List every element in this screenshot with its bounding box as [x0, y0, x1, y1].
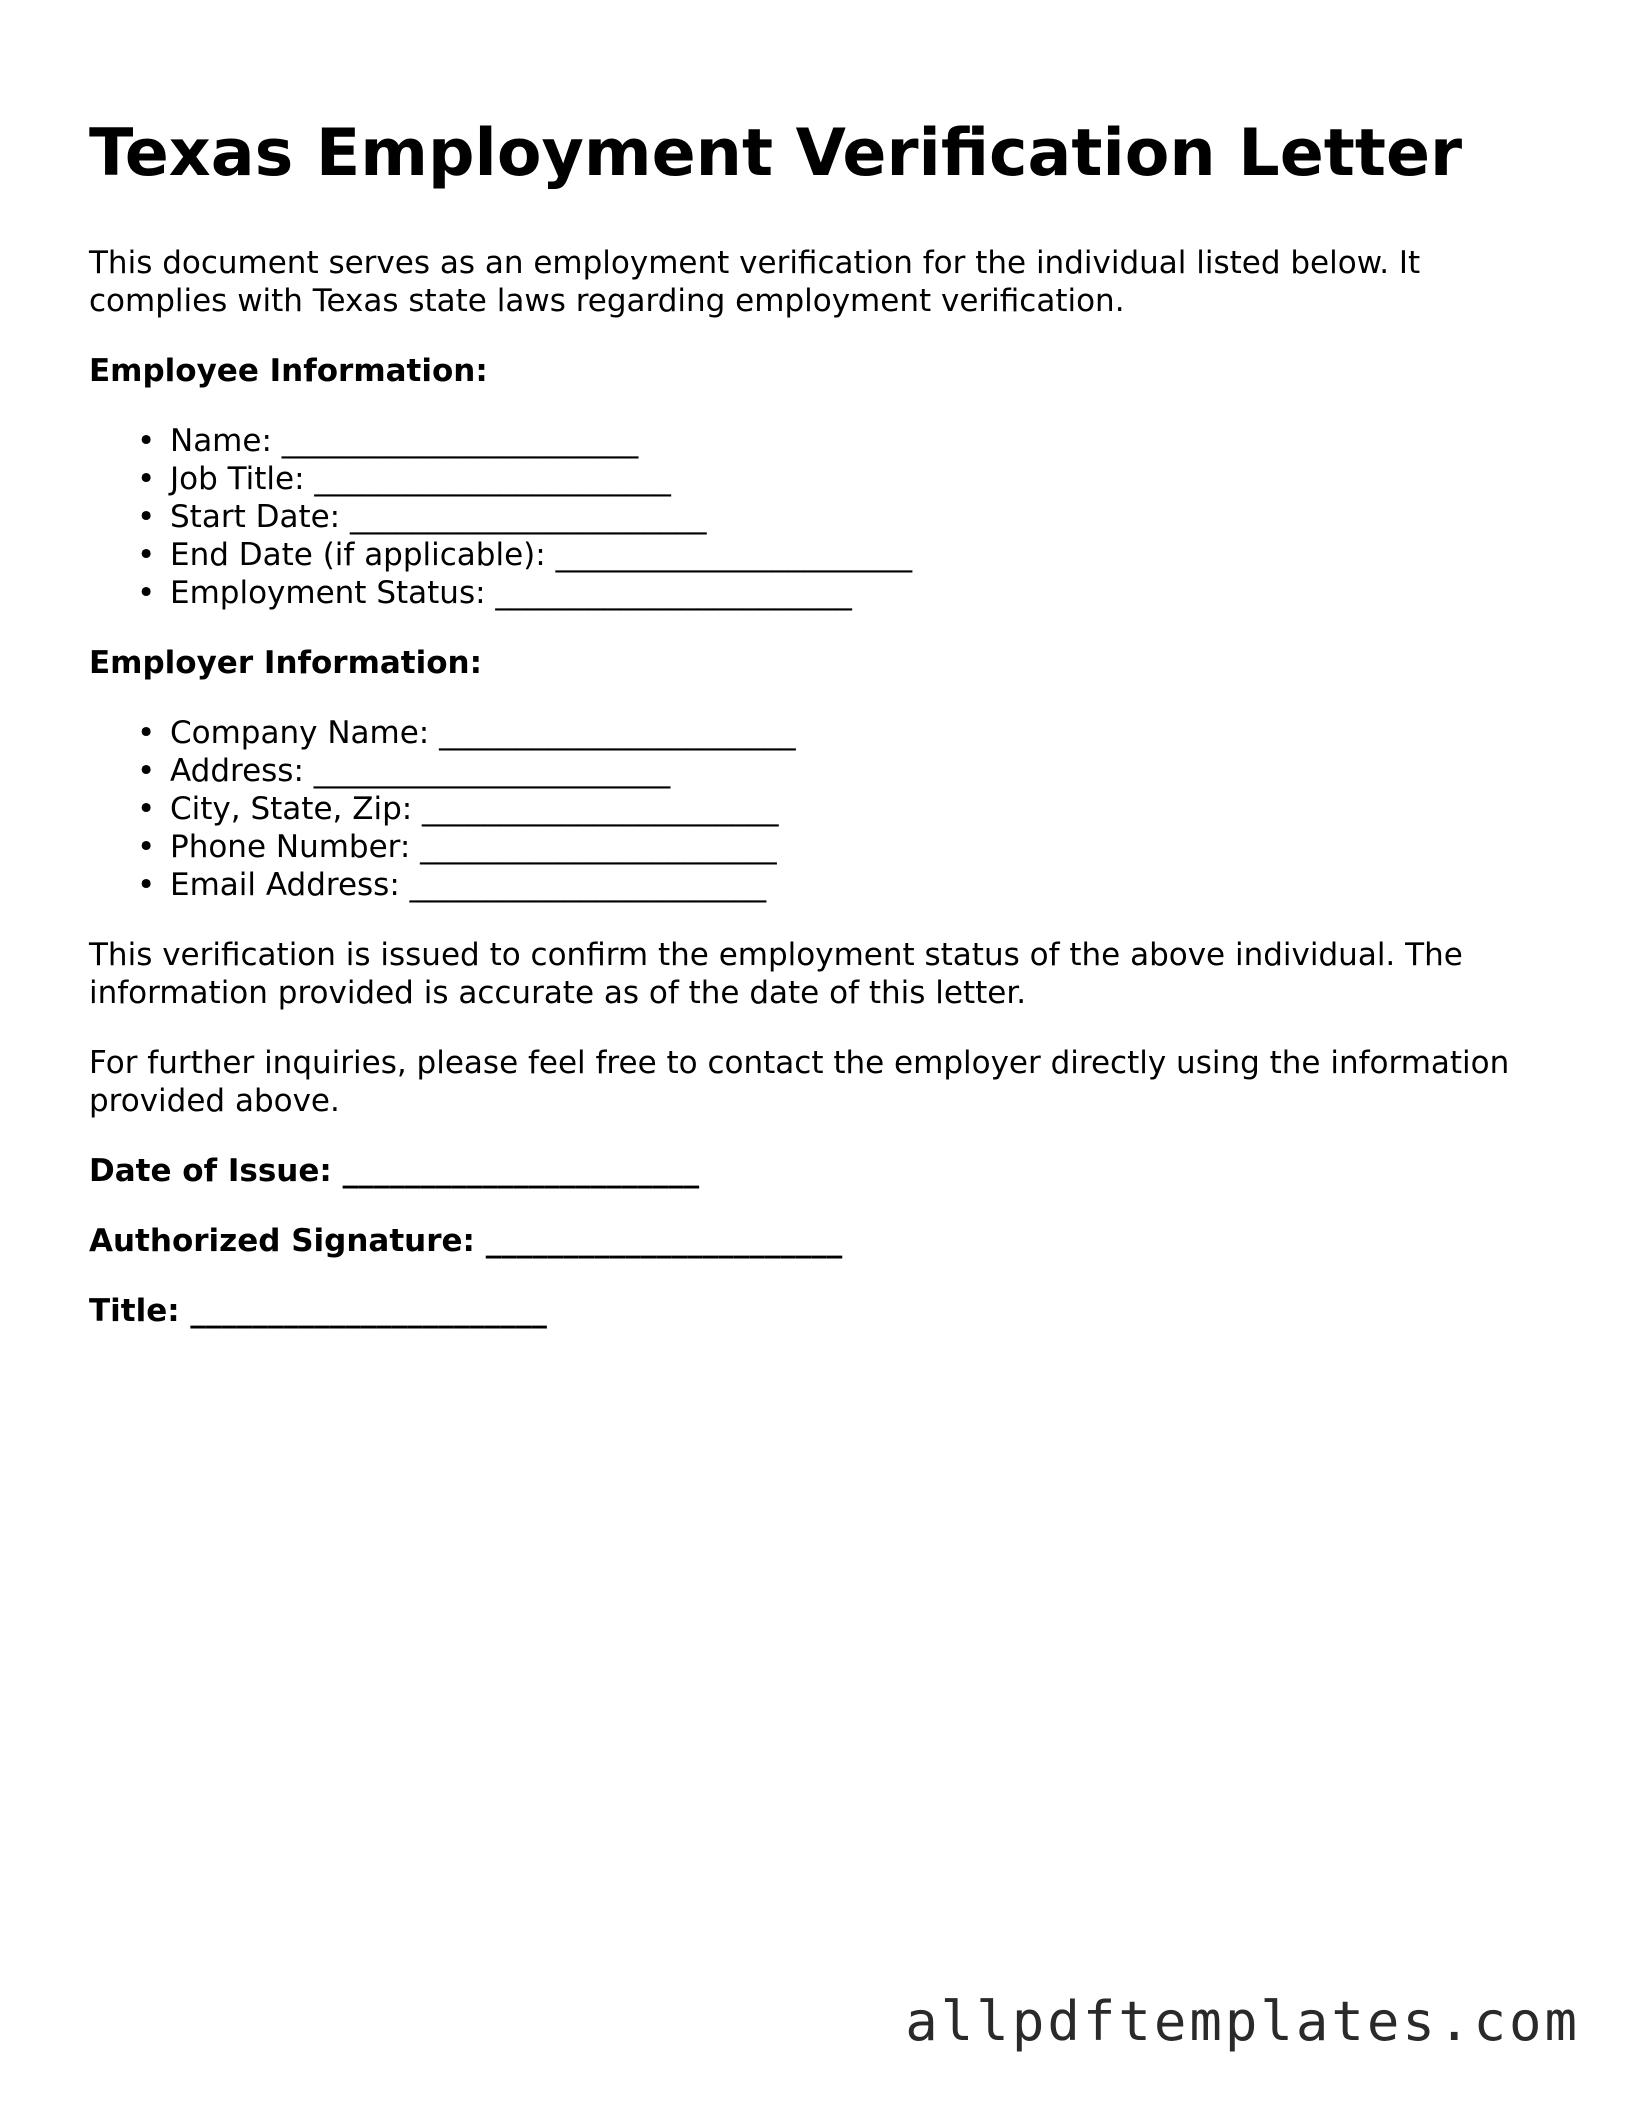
bullet-icon: •	[137, 867, 156, 903]
date-of-issue-field: Date of Issue: _______________________	[89, 1153, 700, 1189]
field-label: Email Address: _______________________	[170, 867, 767, 903]
field-label: Phone Number: _______________________	[170, 829, 777, 865]
document-page	[89, 112, 1529, 1330]
field-label: Name: _______________________	[170, 423, 639, 459]
field-label: Company Name: _______________________	[170, 715, 796, 751]
bullet-icon: •	[137, 829, 156, 865]
site-watermark: allpdftemplates.com	[905, 1990, 1580, 2053]
employee-end-date-field	[137, 536, 1529, 574]
employee-name-field	[137, 422, 1529, 460]
field-label: City, State, Zip: _______________________	[170, 791, 779, 827]
employee-fields-list	[89, 422, 1529, 612]
employee-start-date-field	[137, 498, 1529, 536]
employer-information-heading: Employer Information:	[89, 645, 483, 681]
bullet-icon: •	[137, 499, 156, 535]
intro-paragraph: This document serves as an employment verification for the individual listed below. It complies with Texas state laws regarding employment verification.	[89, 245, 1421, 319]
employer-fields-list	[89, 714, 1529, 904]
inquiries-paragraph: For further inquiries, please feel free to contact the employer directly using the information provided above.	[89, 1045, 1510, 1119]
employee-information-heading: Employee Information:	[89, 353, 488, 389]
field-label: Employment Status: _______________________	[170, 575, 852, 611]
bullet-icon: •	[137, 715, 156, 751]
employer-phone-field	[137, 828, 1529, 866]
field-label: Job Title: _______________________	[170, 461, 671, 497]
bullet-icon: •	[137, 791, 156, 827]
bullet-icon: •	[137, 753, 156, 789]
bullet-icon: •	[137, 461, 156, 497]
document-title: Texas Employment Verification Letter	[89, 116, 1463, 191]
authorized-signature-field: Authorized Signature: _______________________	[89, 1223, 843, 1259]
employer-address-field	[137, 752, 1529, 790]
employee-status-field	[137, 574, 1529, 612]
confirmation-paragraph: This verification is issued to confirm the employment status of the above individual. The information provided is accurate as of the date of this letter.	[89, 937, 1463, 1011]
bullet-icon: •	[137, 423, 156, 459]
bullet-icon: •	[137, 575, 156, 611]
employee-job-title-field	[137, 460, 1529, 498]
field-label: End Date (if applicable): _______________________	[170, 537, 913, 573]
field-label: Address: _______________________	[170, 753, 671, 789]
bullet-icon: •	[137, 537, 156, 573]
field-label: Start Date: _______________________	[170, 499, 707, 535]
employer-email-field	[137, 866, 1529, 904]
employer-city-state-zip-field	[137, 790, 1529, 828]
signer-title-field: Title: _______________________	[89, 1293, 547, 1329]
employer-company-name-field	[137, 714, 1529, 752]
